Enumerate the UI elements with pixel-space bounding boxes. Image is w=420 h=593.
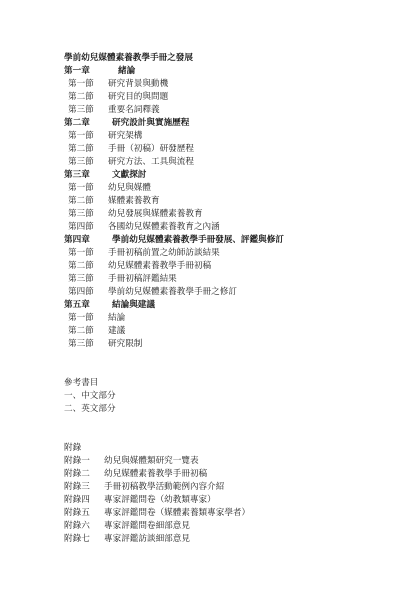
spacer bbox=[64, 416, 384, 429]
section-number: 第一節 bbox=[68, 79, 94, 89]
section-2-2 bbox=[64, 143, 384, 156]
appendix-title: 專家評鑑訪談細部意見 bbox=[104, 534, 190, 544]
document-title: 學前幼兒媒體素養教學手冊之發展 bbox=[64, 53, 193, 63]
section-number: 第一節 bbox=[68, 248, 94, 258]
toc-page bbox=[64, 52, 384, 546]
section-number: 第一節 bbox=[68, 131, 94, 141]
references-item-chinese: 一、中文部分 bbox=[64, 391, 116, 401]
section-number: 第四節 bbox=[68, 222, 94, 232]
section-5-1 bbox=[64, 312, 384, 325]
chapter-4-heading bbox=[64, 234, 384, 247]
chapter-title: 研究設計與實施歷程 bbox=[112, 118, 190, 128]
chapter-number: 第三章 bbox=[64, 170, 90, 180]
appendix-item-7 bbox=[64, 533, 384, 546]
appendix-title: 幼兒與媒體類研究一覽表 bbox=[104, 456, 199, 466]
appendix-item-2 bbox=[64, 468, 384, 481]
section-4-1 bbox=[64, 247, 384, 260]
section-3-3 bbox=[64, 208, 384, 221]
chapter-title: 文獻探討 bbox=[112, 170, 147, 180]
section-number: 第三節 bbox=[68, 274, 94, 284]
section-5-2 bbox=[64, 325, 384, 338]
chapter-3-heading bbox=[64, 169, 384, 182]
references-heading: 參考書目 bbox=[64, 378, 99, 388]
chapter-number: 第一章 bbox=[64, 66, 90, 76]
section-title: 媒體素養教育 bbox=[108, 196, 160, 206]
section-2-1 bbox=[64, 130, 384, 143]
section-number: 第二節 bbox=[68, 144, 94, 154]
section-number: 第三節 bbox=[68, 339, 94, 349]
section-title: 研究目的與問題 bbox=[108, 92, 169, 102]
section-number: 第二節 bbox=[68, 196, 94, 206]
chapter-title: 結論與建議 bbox=[112, 300, 155, 310]
appendix-number: 附錄七 bbox=[64, 534, 90, 544]
appendix-item-3 bbox=[64, 481, 384, 494]
chapter-5-heading bbox=[64, 299, 384, 312]
appendix-heading: 附錄 bbox=[64, 443, 82, 453]
section-title: 幼兒與媒體 bbox=[108, 183, 151, 193]
chapter-2-heading bbox=[64, 117, 384, 130]
section-title: 研究架構 bbox=[108, 131, 143, 141]
section-5-3 bbox=[64, 338, 384, 351]
section-title: 重要名詞釋義 bbox=[108, 105, 160, 115]
appendix-number: 附錄二 bbox=[64, 469, 90, 479]
section-number: 第三節 bbox=[68, 157, 94, 167]
section-title: 研究背景與動機 bbox=[108, 79, 169, 89]
chapter-number: 第二章 bbox=[64, 118, 90, 128]
section-title: 手冊初稿評鑑結果 bbox=[108, 274, 177, 284]
appendix-title: 專家評鑑問卷細部意見 bbox=[104, 521, 190, 531]
section-3-4 bbox=[64, 221, 384, 234]
appendix-title: 幼兒媒體素養教學手冊初稿 bbox=[104, 469, 208, 479]
section-1-2 bbox=[64, 91, 384, 104]
appendix-title: 手冊初稿教學活動範例內容介紹 bbox=[104, 482, 225, 492]
spacer bbox=[64, 364, 384, 377]
section-4-3 bbox=[64, 273, 384, 286]
appendix-title: 專家評鑑問卷（媒體素養類專家學者） bbox=[104, 508, 251, 518]
section-1-3 bbox=[64, 104, 384, 117]
spacer bbox=[64, 351, 384, 364]
section-title: 幼兒發展與媒體素養教育 bbox=[108, 209, 203, 219]
appendix-item-4 bbox=[64, 494, 384, 507]
section-number: 第二節 bbox=[68, 92, 94, 102]
appendix-number: 附錄四 bbox=[64, 495, 90, 505]
chapter-title: 學前幼兒媒體素養教學手冊發展、評鑑與修訂 bbox=[112, 235, 284, 245]
section-title: 研究方法、工具與流程 bbox=[108, 157, 194, 167]
appendix-number: 附錄三 bbox=[64, 482, 90, 492]
appendix-number: 附錄一 bbox=[64, 456, 90, 466]
section-number: 第四節 bbox=[68, 287, 94, 297]
appendix-item-5 bbox=[64, 507, 384, 520]
section-3-1 bbox=[64, 182, 384, 195]
section-number: 第一節 bbox=[68, 183, 94, 193]
section-title: 手冊初稿前置之幼師訪談結果 bbox=[108, 248, 220, 258]
section-number: 第一節 bbox=[68, 313, 94, 323]
chapter-title: 緒論 bbox=[118, 66, 136, 76]
chapter-number: 第五章 bbox=[64, 300, 90, 310]
section-title: 研究限制 bbox=[108, 339, 143, 349]
section-4-4 bbox=[64, 286, 384, 299]
appendix-number: 附錄六 bbox=[64, 521, 90, 531]
section-title: 手冊（初稿）研發歷程 bbox=[108, 144, 194, 154]
section-number: 第二節 bbox=[68, 326, 94, 336]
spacer bbox=[64, 429, 384, 442]
appendix-number: 附錄五 bbox=[64, 508, 90, 518]
section-title: 幼兒媒體素養教學手冊初稿 bbox=[108, 261, 212, 271]
appendix-item-1 bbox=[64, 455, 384, 468]
section-number: 第三節 bbox=[68, 105, 94, 115]
chapter-1-heading bbox=[64, 65, 384, 78]
section-title: 結論 bbox=[108, 313, 126, 323]
section-3-2 bbox=[64, 195, 384, 208]
section-title: 建議 bbox=[108, 326, 126, 336]
section-1-1 bbox=[64, 78, 384, 91]
section-title: 學前幼兒媒體素養教學手冊之修訂 bbox=[108, 287, 237, 297]
chapter-number: 第四章 bbox=[64, 235, 90, 245]
references-item-english: 二、英文部分 bbox=[64, 404, 116, 414]
appendix-title: 專家評鑑問卷（幼教類專家） bbox=[104, 495, 216, 505]
section-number: 第三節 bbox=[68, 209, 94, 219]
section-4-2 bbox=[64, 260, 384, 273]
section-title: 各國幼兒媒體素養教育之內涵 bbox=[108, 222, 220, 232]
section-2-3 bbox=[64, 156, 384, 169]
appendix-item-6 bbox=[64, 520, 384, 533]
section-number: 第二節 bbox=[68, 261, 94, 271]
